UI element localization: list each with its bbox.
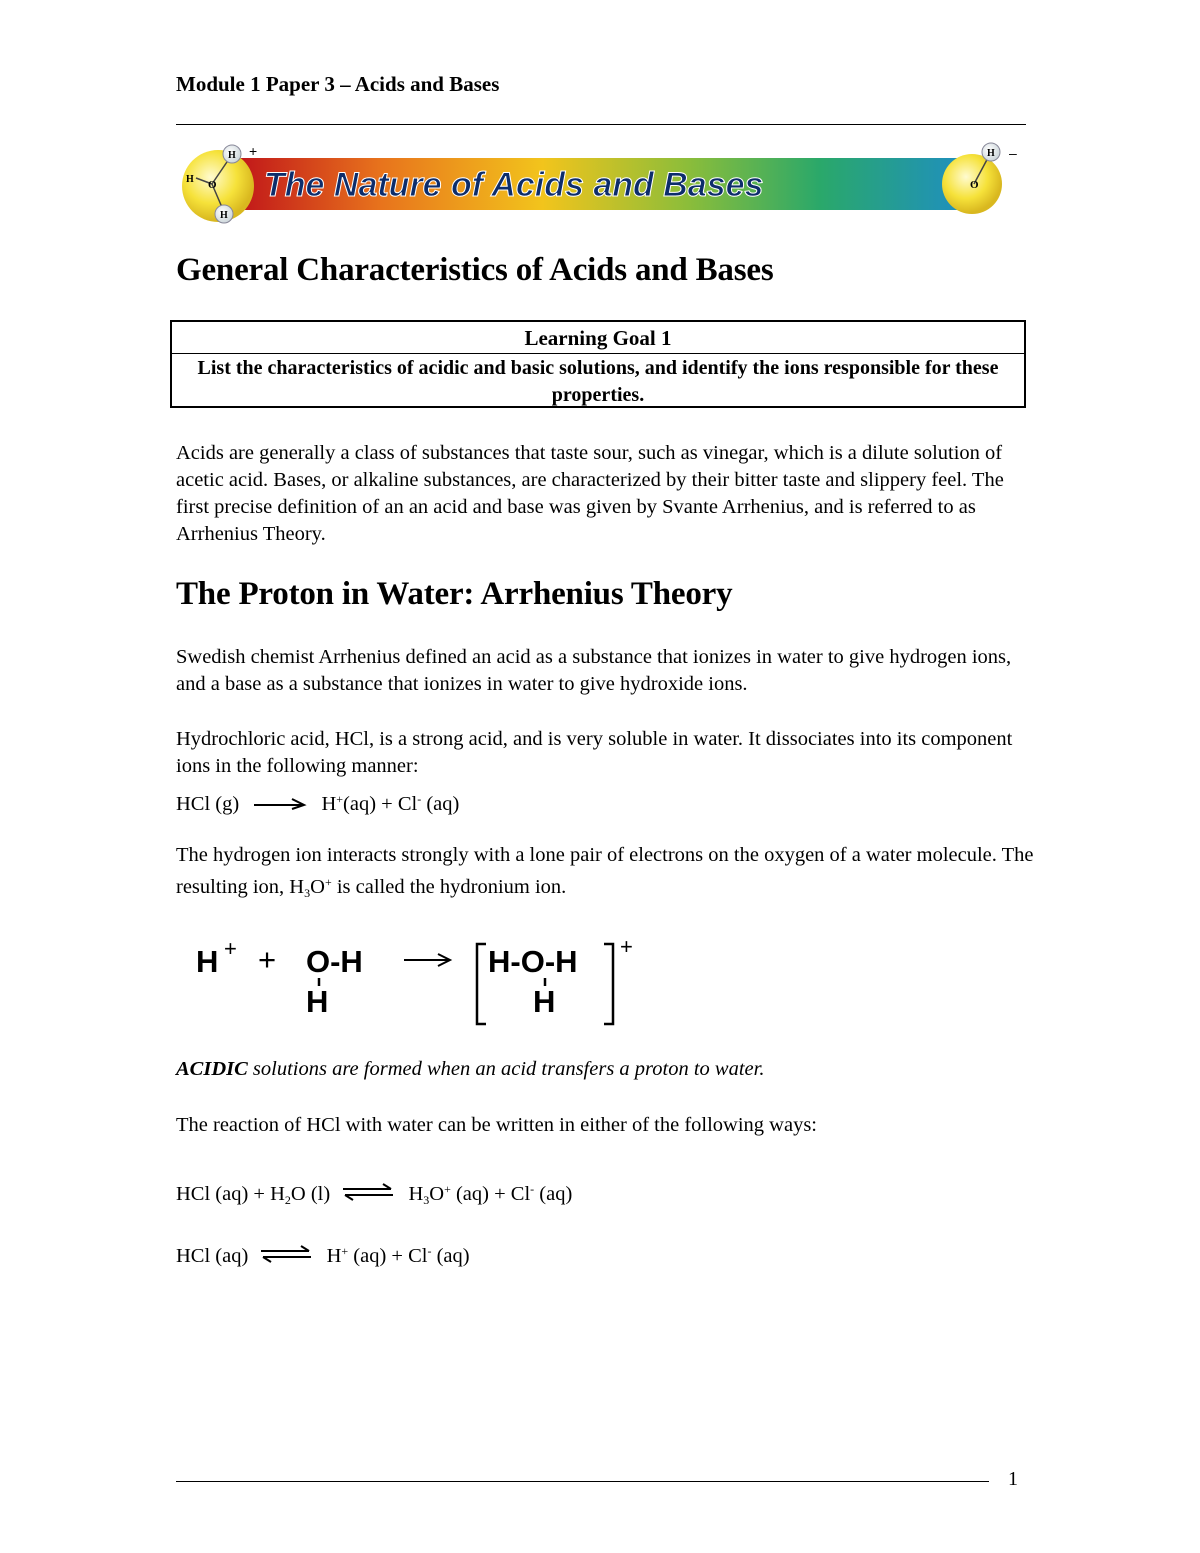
footer-rule [176, 1481, 989, 1482]
hydronium-paragraph: The hydrogen ion interacts strongly with a lone pair of electrons on the oxygen of a water molecule. The resulting ion, $H_3O^+$ is called the hydronium ion. [176, 844, 1034, 900]
acidic-solutions-statement: ACIDIC solutions are formed when an acid transfers a proton to water. [176, 1058, 765, 1080]
banner [176, 140, 1017, 230]
header-rule [176, 124, 1026, 125]
diagram-right-bracket [604, 944, 613, 1024]
section-heading-arrhenius: The Proton in Water: Arrhenius Theory [176, 576, 733, 612]
learning-goal-title: Learning Goal 1 [172, 322, 1024, 354]
intro-paragraph: Acids are generally a class of substances that taste sour, such as vinegar, which is a dilute solution of acetic acid. Bases, or alkaline substances, are characterized by their bitter taste and slippery feel. The first precise definition of an an acid and base was given by Svante Arrhenius, and is referred to as Arrhenius Theory. [176, 442, 1004, 545]
diagram-product-charge: + [620, 934, 633, 959]
svg-text:O: O [970, 179, 979, 191]
diagram-product-top: H-O-H [488, 944, 578, 979]
equation-hcl-ionization: HCl (aq) H+ (aq) + Cl- (aq) [176, 1244, 470, 1267]
banner-title: The Nature of Acids and Bases [264, 166, 764, 204]
svg-text:H: H [186, 174, 194, 185]
page-number: 1 [1008, 1468, 1018, 1490]
diagram-product-bottom: H [533, 984, 556, 1019]
hcl-water-reaction-paragraph: The reaction of HCl with water can be written in either of the following ways: [176, 1114, 817, 1136]
diagram-water-top: O-H [306, 944, 363, 979]
diagram-plus-sign: + [258, 942, 277, 977]
equation-hcl-dissociation: HCl (g) H+(aq) + Cl- (aq) [176, 792, 460, 815]
learning-goal-text: List the characteristics of acidic and basic solutions, and identify the ions responsible for these properties. [197, 357, 999, 406]
svg-text:–: – [1009, 145, 1017, 161]
diagram-left-bracket [477, 944, 486, 1024]
running-header: Module 1 Paper 3 – Acids and Bases [176, 72, 500, 96]
diagram-arrow-icon [404, 954, 450, 966]
diagram-water-bottom: H [306, 984, 329, 1019]
svg-text:O: O [208, 179, 217, 191]
svg-text:H: H [987, 148, 995, 159]
hydroxide-molecule-icon [942, 143, 1017, 214]
diagram-proton-charge: + [224, 936, 237, 961]
svg-text:H: H [228, 150, 236, 161]
equilibrium-arrow-icon [257, 1244, 315, 1264]
arrhenius-definition-paragraph: Swedish chemist Arrhenius defined an acid as a substance that ionizes in water to give hydrogen ions, and a base as a substance that ionizes in water to give hydroxide ions. [176, 646, 1012, 695]
hydronium-formation-diagram [190, 930, 650, 1030]
hydronium-molecule-icon [182, 143, 257, 223]
reaction-arrow-icon [250, 796, 310, 814]
learning-goal-box [170, 320, 1026, 408]
equation-hcl-water: HCl $(aq) + H_2O$ (l) $H_3O^+$ (aq) + Cl- (aq) [176, 1182, 573, 1207]
svg-text:H: H [220, 210, 228, 221]
svg-text:+: + [249, 143, 258, 159]
diagram-proton: H [196, 944, 219, 979]
equilibrium-arrow-icon [339, 1182, 397, 1202]
hcl-dissociation-paragraph: Hydrochloric acid, HCl, is a strong acid, and is very soluble in water. It dissociates into its component ions in the following manner: [176, 728, 1013, 777]
section-heading-general: General Characteristics of Acids and Bases [176, 252, 774, 288]
